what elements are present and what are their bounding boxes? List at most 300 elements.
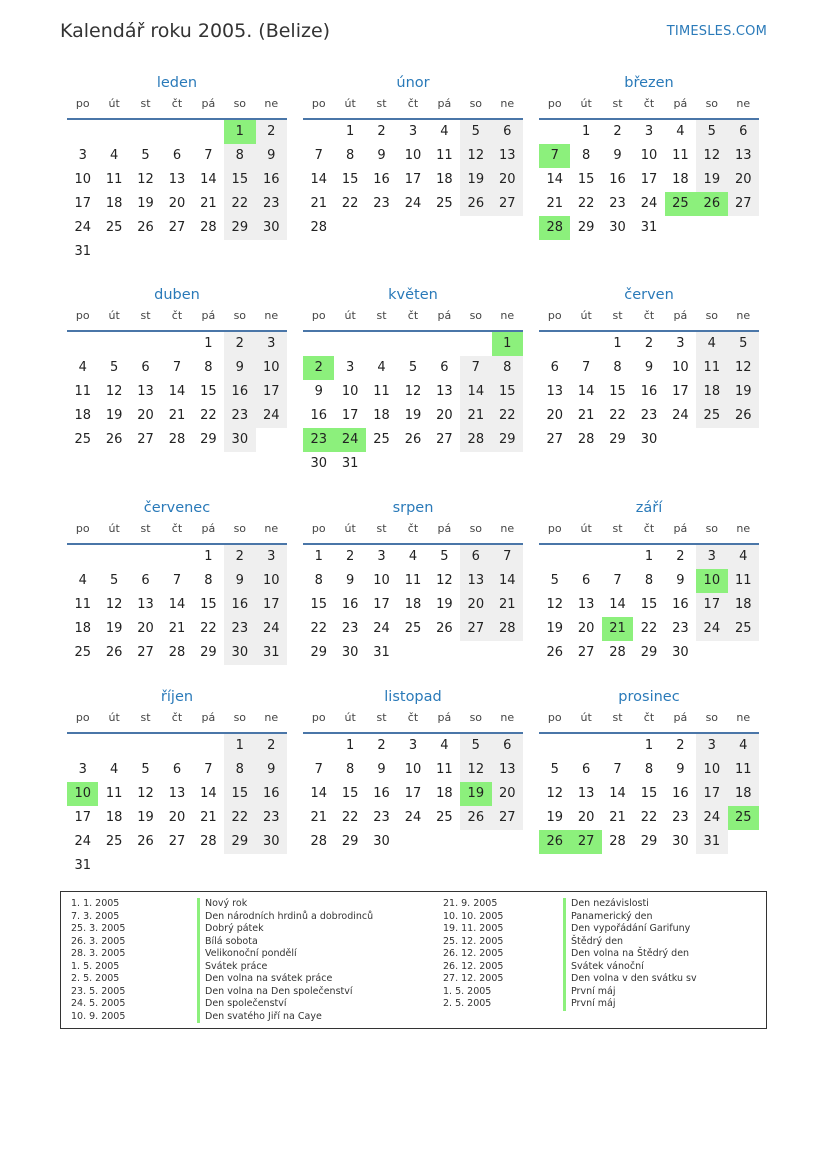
- day-cell: 31: [640, 220, 658, 235]
- day-cell: 11: [105, 786, 123, 801]
- weekday-label: čt: [171, 711, 183, 724]
- month-calendar: [303, 686, 523, 854]
- day-cell: 7: [172, 360, 182, 375]
- day-cell: 12: [546, 786, 563, 801]
- holiday-name: Den svatého Jiří na Caye: [197, 1011, 373, 1024]
- weekday-label: út: [108, 522, 120, 535]
- weekday-label: pá: [437, 309, 452, 322]
- day-cell: 22: [609, 408, 626, 423]
- weekday-label: so: [469, 711, 483, 724]
- day-cell: 16: [672, 786, 689, 801]
- day-cell: 28: [200, 834, 217, 849]
- weekday-label: čt: [643, 522, 655, 535]
- day-cell: 29: [640, 645, 658, 660]
- day-cell: 10: [672, 360, 689, 375]
- day-cell: 12: [105, 597, 123, 612]
- day-cell: 30: [341, 645, 359, 660]
- day-cell: 11: [404, 573, 422, 588]
- weekday-header: [67, 708, 287, 734]
- day-cell: 17: [640, 172, 658, 187]
- weekday-label: čt: [171, 309, 183, 322]
- week-row: [303, 356, 523, 380]
- day-cell: 24: [74, 834, 91, 849]
- day-cell: 18: [373, 408, 390, 423]
- empty-day: [67, 120, 98, 144]
- holiday-day-cell: 19: [460, 782, 491, 806]
- weekday-label: st: [612, 522, 623, 535]
- day-cell: 14: [609, 597, 626, 612]
- weekday-label: ne: [736, 309, 751, 322]
- weekday-label: st: [612, 711, 623, 724]
- day-cell: 3: [696, 545, 727, 569]
- weekday-label: pá: [201, 711, 216, 724]
- holiday-name: Panamerický den: [563, 911, 697, 924]
- empty-day: [665, 428, 696, 452]
- day-cell: 10: [640, 148, 658, 163]
- empty-day: [130, 240, 161, 264]
- empty-day: [98, 332, 129, 356]
- weekday-label: út: [344, 309, 356, 322]
- day-cell: 8: [204, 360, 213, 375]
- day-cell: 23: [672, 621, 689, 636]
- day-cell: 14: [609, 786, 626, 801]
- day-cell: 21: [310, 196, 327, 211]
- day-cell: 21: [310, 810, 327, 825]
- empty-day: [665, 216, 696, 240]
- day-cell: 15: [492, 380, 523, 404]
- day-cell: 1: [613, 336, 622, 351]
- empty-day: [67, 332, 98, 356]
- day-cell: 14: [168, 597, 186, 612]
- holiday-date: 10. 10. 2005: [443, 910, 504, 922]
- day-cell: 5: [109, 573, 119, 588]
- day-cell: 2: [676, 549, 685, 564]
- empty-day: [366, 452, 397, 476]
- week-row: [67, 806, 287, 830]
- weekday-label: pá: [201, 97, 216, 110]
- day-cell: 5: [460, 734, 491, 758]
- day-cell: 23: [256, 192, 287, 216]
- day-cell: 13: [460, 569, 491, 593]
- weekday-label: čt: [643, 309, 655, 322]
- day-cell: 16: [609, 172, 626, 187]
- holiday-day-cell: 1: [224, 120, 255, 144]
- day-cell: 7: [172, 573, 182, 588]
- day-cell: 29: [609, 432, 626, 447]
- week-row: [67, 168, 287, 192]
- day-cell: 27: [137, 432, 154, 447]
- day-cell: 30: [672, 834, 689, 849]
- week-row: [67, 240, 287, 264]
- day-cell: 22: [492, 404, 523, 428]
- empty-day: [130, 854, 161, 878]
- empty-day: [224, 240, 255, 264]
- empty-day: [492, 452, 523, 476]
- holiday-dates-col-1: [71, 898, 125, 1023]
- day-cell: 9: [377, 762, 386, 777]
- day-cell: 19: [546, 621, 563, 636]
- day-cell: 11: [728, 758, 759, 782]
- weekday-label: čt: [643, 711, 655, 724]
- day-cell: 8: [581, 148, 591, 163]
- day-cell: 4: [109, 762, 119, 777]
- weekday-label: út: [108, 711, 120, 724]
- day-cell: 6: [581, 573, 591, 588]
- weekday-label: so: [469, 97, 483, 110]
- empty-day: [696, 641, 727, 665]
- empty-day: [303, 332, 334, 356]
- empty-day: [130, 120, 161, 144]
- day-cell: 17: [256, 380, 287, 404]
- day-cell: 21: [460, 404, 491, 428]
- day-cell: 6: [550, 360, 559, 375]
- day-cell: 1: [581, 124, 591, 139]
- day-cell: 12: [137, 172, 154, 187]
- day-cell: 31: [256, 641, 287, 665]
- empty-day: [193, 240, 224, 264]
- brand-link[interactable]: TIMESLES.COM: [666, 24, 767, 39]
- weekday-label: pá: [201, 522, 216, 535]
- day-cell: 28: [609, 645, 626, 660]
- month-name: červenec: [143, 500, 211, 516]
- week-row: [303, 545, 523, 569]
- week-row: [67, 380, 287, 404]
- week-row: [67, 830, 287, 854]
- day-cell: 25: [105, 220, 123, 235]
- empty-day: [161, 545, 192, 569]
- day-cell: 12: [105, 384, 123, 399]
- empty-day: [429, 216, 460, 240]
- week-row: [303, 120, 523, 144]
- holiday-date: 25. 3. 2005: [71, 923, 126, 934]
- holiday-day-cell: 2: [303, 356, 334, 380]
- holiday-date: 24. 5. 2005: [71, 998, 126, 1009]
- week-row: [303, 734, 523, 758]
- day-cell: 17: [74, 196, 91, 211]
- day-cell: 15: [341, 172, 359, 187]
- empty-day: [67, 545, 98, 569]
- day-cell: 15: [310, 597, 327, 612]
- weekday-label: st: [140, 309, 151, 322]
- day-cell: 1: [345, 124, 355, 139]
- holiday-date: 1. 1. 2005: [71, 898, 120, 909]
- weekday-label: st: [140, 97, 151, 110]
- week-row: [67, 593, 287, 617]
- day-cell: 4: [78, 573, 87, 588]
- day-cell: 22: [341, 810, 359, 825]
- day-cell: 12: [137, 786, 154, 801]
- day-cell: 17: [256, 593, 287, 617]
- day-cell: 23: [224, 617, 255, 641]
- day-cell: 26: [404, 432, 422, 447]
- day-cell: 13: [577, 597, 595, 612]
- holiday-date: 1. 5. 2005: [443, 985, 492, 997]
- day-cell: 18: [74, 621, 91, 636]
- day-cell: 21: [168, 408, 186, 423]
- day-cell: 10: [341, 384, 359, 399]
- day-cell: 25: [436, 196, 453, 211]
- day-cell: 17: [373, 597, 390, 612]
- week-row: [67, 428, 287, 452]
- day-cell: 31: [74, 858, 91, 873]
- day-cell: 30: [609, 220, 626, 235]
- weekday-label: so: [233, 711, 247, 724]
- empty-day: [602, 545, 633, 569]
- week-row: [539, 120, 759, 144]
- day-cell: 18: [728, 782, 759, 806]
- day-cell: 28: [460, 428, 491, 452]
- weekday-header: [303, 306, 523, 332]
- empty-day: [460, 452, 491, 476]
- month-calendar: [539, 497, 759, 665]
- weekday-label: čt: [407, 309, 419, 322]
- day-cell: 17: [74, 810, 91, 825]
- holiday-date: 10. 9. 2005: [71, 1010, 126, 1022]
- day-cell: 6: [460, 545, 491, 569]
- day-cell: 13: [168, 786, 186, 801]
- day-cell: 16: [310, 408, 327, 423]
- day-cell: 26: [105, 432, 123, 447]
- day-cell: 26: [546, 645, 563, 660]
- day-cell: 24: [672, 408, 689, 423]
- day-cell: 13: [137, 597, 154, 612]
- holiday-day-cell: 26: [539, 830, 570, 854]
- day-cell: 5: [141, 762, 150, 777]
- empty-day: [397, 332, 428, 356]
- day-cell: 24: [373, 621, 390, 636]
- week-row: [303, 216, 523, 240]
- day-cell: 21: [546, 196, 563, 211]
- month-calendar: [539, 284, 759, 452]
- month-calendar: [67, 72, 287, 264]
- day-cell: 3: [644, 124, 654, 139]
- day-cell: 5: [460, 120, 491, 144]
- weekday-label: čt: [407, 711, 419, 724]
- weekday-label: st: [612, 97, 623, 110]
- empty-day: [492, 830, 523, 854]
- holiday-name: Bílá sobota: [197, 936, 373, 949]
- weekday-label: ne: [500, 309, 515, 322]
- day-cell: 23: [640, 408, 658, 423]
- week-row: [67, 758, 287, 782]
- weekday-label: po: [547, 522, 562, 535]
- month-name: duben: [154, 287, 200, 303]
- day-cell: 16: [640, 384, 658, 399]
- week-row: [67, 216, 287, 240]
- day-cell: 14: [200, 786, 217, 801]
- day-cell: 25: [436, 810, 453, 825]
- week-row: [303, 758, 523, 782]
- holiday-day-cell: 1: [492, 332, 523, 356]
- day-cell: 23: [224, 404, 255, 428]
- weekday-label: st: [612, 309, 623, 322]
- day-cell: 21: [200, 810, 217, 825]
- holiday-name: Den volna na svátek práce: [197, 973, 373, 986]
- day-cell: 9: [224, 356, 255, 380]
- weekday-header: [303, 519, 523, 545]
- day-cell: 29: [341, 834, 359, 849]
- weekday-label: ne: [500, 522, 515, 535]
- empty-day: [539, 120, 570, 144]
- day-cell: 29: [224, 216, 255, 240]
- day-cell: 14: [577, 384, 595, 399]
- week-row: [67, 404, 287, 428]
- day-cell: 5: [141, 148, 150, 163]
- day-cell: 19: [460, 168, 491, 192]
- week-row: [303, 641, 523, 665]
- day-cell: 25: [74, 432, 91, 447]
- weekday-label: pá: [673, 711, 688, 724]
- day-cell: 2: [377, 124, 386, 139]
- weekday-label: st: [376, 522, 387, 535]
- week-row: [303, 806, 523, 830]
- day-cell: 8: [345, 148, 355, 163]
- day-cell: 6: [141, 360, 150, 375]
- holiday-name: Velikonoční pondělí: [197, 948, 373, 961]
- weekday-label: ne: [264, 711, 279, 724]
- day-cell: 13: [492, 144, 523, 168]
- week-row: [303, 404, 523, 428]
- day-cell: 13: [137, 384, 154, 399]
- day-cell: 20: [137, 408, 154, 423]
- day-cell: 6: [492, 120, 523, 144]
- holiday-name: Den volna v den svátku sv: [563, 973, 697, 986]
- empty-day: [366, 332, 397, 356]
- empty-day: [161, 332, 192, 356]
- day-cell: 1: [644, 549, 654, 564]
- day-cell: 24: [404, 196, 422, 211]
- day-cell: 19: [105, 621, 123, 636]
- week-row: [67, 734, 287, 758]
- day-cell: 18: [696, 380, 727, 404]
- day-cell: 15: [577, 172, 595, 187]
- day-cell: 14: [546, 172, 563, 187]
- holiday-date: 26. 12. 2005: [443, 948, 504, 959]
- weekday-label: po: [75, 309, 90, 322]
- weekday-header: [303, 708, 523, 734]
- day-cell: 10: [404, 762, 422, 777]
- weekday-label: út: [344, 522, 356, 535]
- day-cell: 16: [224, 593, 255, 617]
- empty-day: [397, 216, 428, 240]
- day-cell: 11: [74, 384, 91, 399]
- empty-day: [256, 240, 287, 264]
- week-row: [539, 168, 759, 192]
- day-cell: 9: [644, 360, 654, 375]
- weekday-label: čt: [407, 97, 419, 110]
- month-calendar: [67, 497, 287, 665]
- weekday-label: st: [140, 522, 151, 535]
- holiday-date: 2. 5. 2005: [71, 973, 120, 984]
- weekday-header: [539, 94, 759, 120]
- day-cell: 15: [200, 384, 217, 399]
- day-cell: 21: [492, 593, 523, 617]
- empty-day: [366, 216, 397, 240]
- day-cell: 28: [310, 834, 327, 849]
- weekday-label: út: [580, 711, 592, 724]
- day-cell: 30: [310, 456, 327, 471]
- day-cell: 10: [256, 569, 287, 593]
- weekday-header: [67, 306, 287, 332]
- empty-day: [696, 428, 727, 452]
- weekday-label: ne: [736, 97, 751, 110]
- day-cell: 30: [256, 830, 287, 854]
- weekday-label: st: [376, 309, 387, 322]
- weekday-label: so: [705, 97, 719, 110]
- day-cell: 19: [696, 168, 727, 192]
- day-cell: 8: [224, 758, 255, 782]
- month-name: říjen: [160, 689, 194, 705]
- weekday-header: [67, 94, 287, 120]
- day-cell: 22: [200, 621, 217, 636]
- day-cell: 4: [440, 124, 449, 139]
- month-name: srpen: [392, 500, 434, 516]
- day-cell: 8: [492, 356, 523, 380]
- day-cell: 1: [224, 734, 255, 758]
- month-name: únor: [396, 75, 430, 91]
- month-name: září: [635, 500, 663, 516]
- day-cell: 27: [168, 220, 186, 235]
- weekday-header: [539, 708, 759, 734]
- day-cell: 12: [460, 144, 491, 168]
- week-row: [303, 428, 523, 452]
- day-cell: 7: [314, 762, 323, 777]
- empty-day: [161, 854, 192, 878]
- weekday-label: út: [108, 97, 120, 110]
- day-cell: 12: [436, 573, 453, 588]
- day-cell: 8: [314, 573, 323, 588]
- day-cell: 14: [168, 384, 186, 399]
- day-cell: 9: [676, 762, 685, 777]
- day-cell: 25: [74, 645, 91, 660]
- empty-day: [460, 830, 491, 854]
- day-cell: 10: [404, 148, 422, 163]
- day-cell: 20: [728, 168, 759, 192]
- day-cell: 29: [310, 645, 327, 660]
- day-cell: 29: [224, 830, 255, 854]
- empty-day: [193, 120, 224, 144]
- month-calendar: [303, 497, 523, 665]
- day-cell: 17: [341, 408, 359, 423]
- empty-day: [429, 452, 460, 476]
- empty-day: [334, 216, 365, 240]
- day-cell: 15: [200, 597, 217, 612]
- month-calendar: [67, 284, 287, 452]
- day-cell: 22: [640, 621, 658, 636]
- day-cell: 16: [224, 380, 255, 404]
- week-row: [539, 404, 759, 428]
- day-cell: 11: [105, 172, 123, 187]
- day-cell: 29: [640, 834, 658, 849]
- week-row: [539, 782, 759, 806]
- week-row: [67, 144, 287, 168]
- day-cell: 4: [377, 360, 386, 375]
- day-cell: 9: [377, 148, 386, 163]
- empty-day: [224, 854, 255, 878]
- day-cell: 14: [460, 380, 491, 404]
- day-cell: 22: [310, 621, 327, 636]
- week-row: [67, 782, 287, 806]
- week-row: [539, 192, 759, 216]
- day-cell: 27: [492, 192, 523, 216]
- weekday-label: pá: [673, 309, 688, 322]
- day-cell: 3: [696, 734, 727, 758]
- empty-day: [98, 120, 129, 144]
- day-cell: 8: [224, 144, 255, 168]
- empty-day: [460, 332, 491, 356]
- week-row: [303, 192, 523, 216]
- holiday-date: 21. 9. 2005: [443, 898, 498, 909]
